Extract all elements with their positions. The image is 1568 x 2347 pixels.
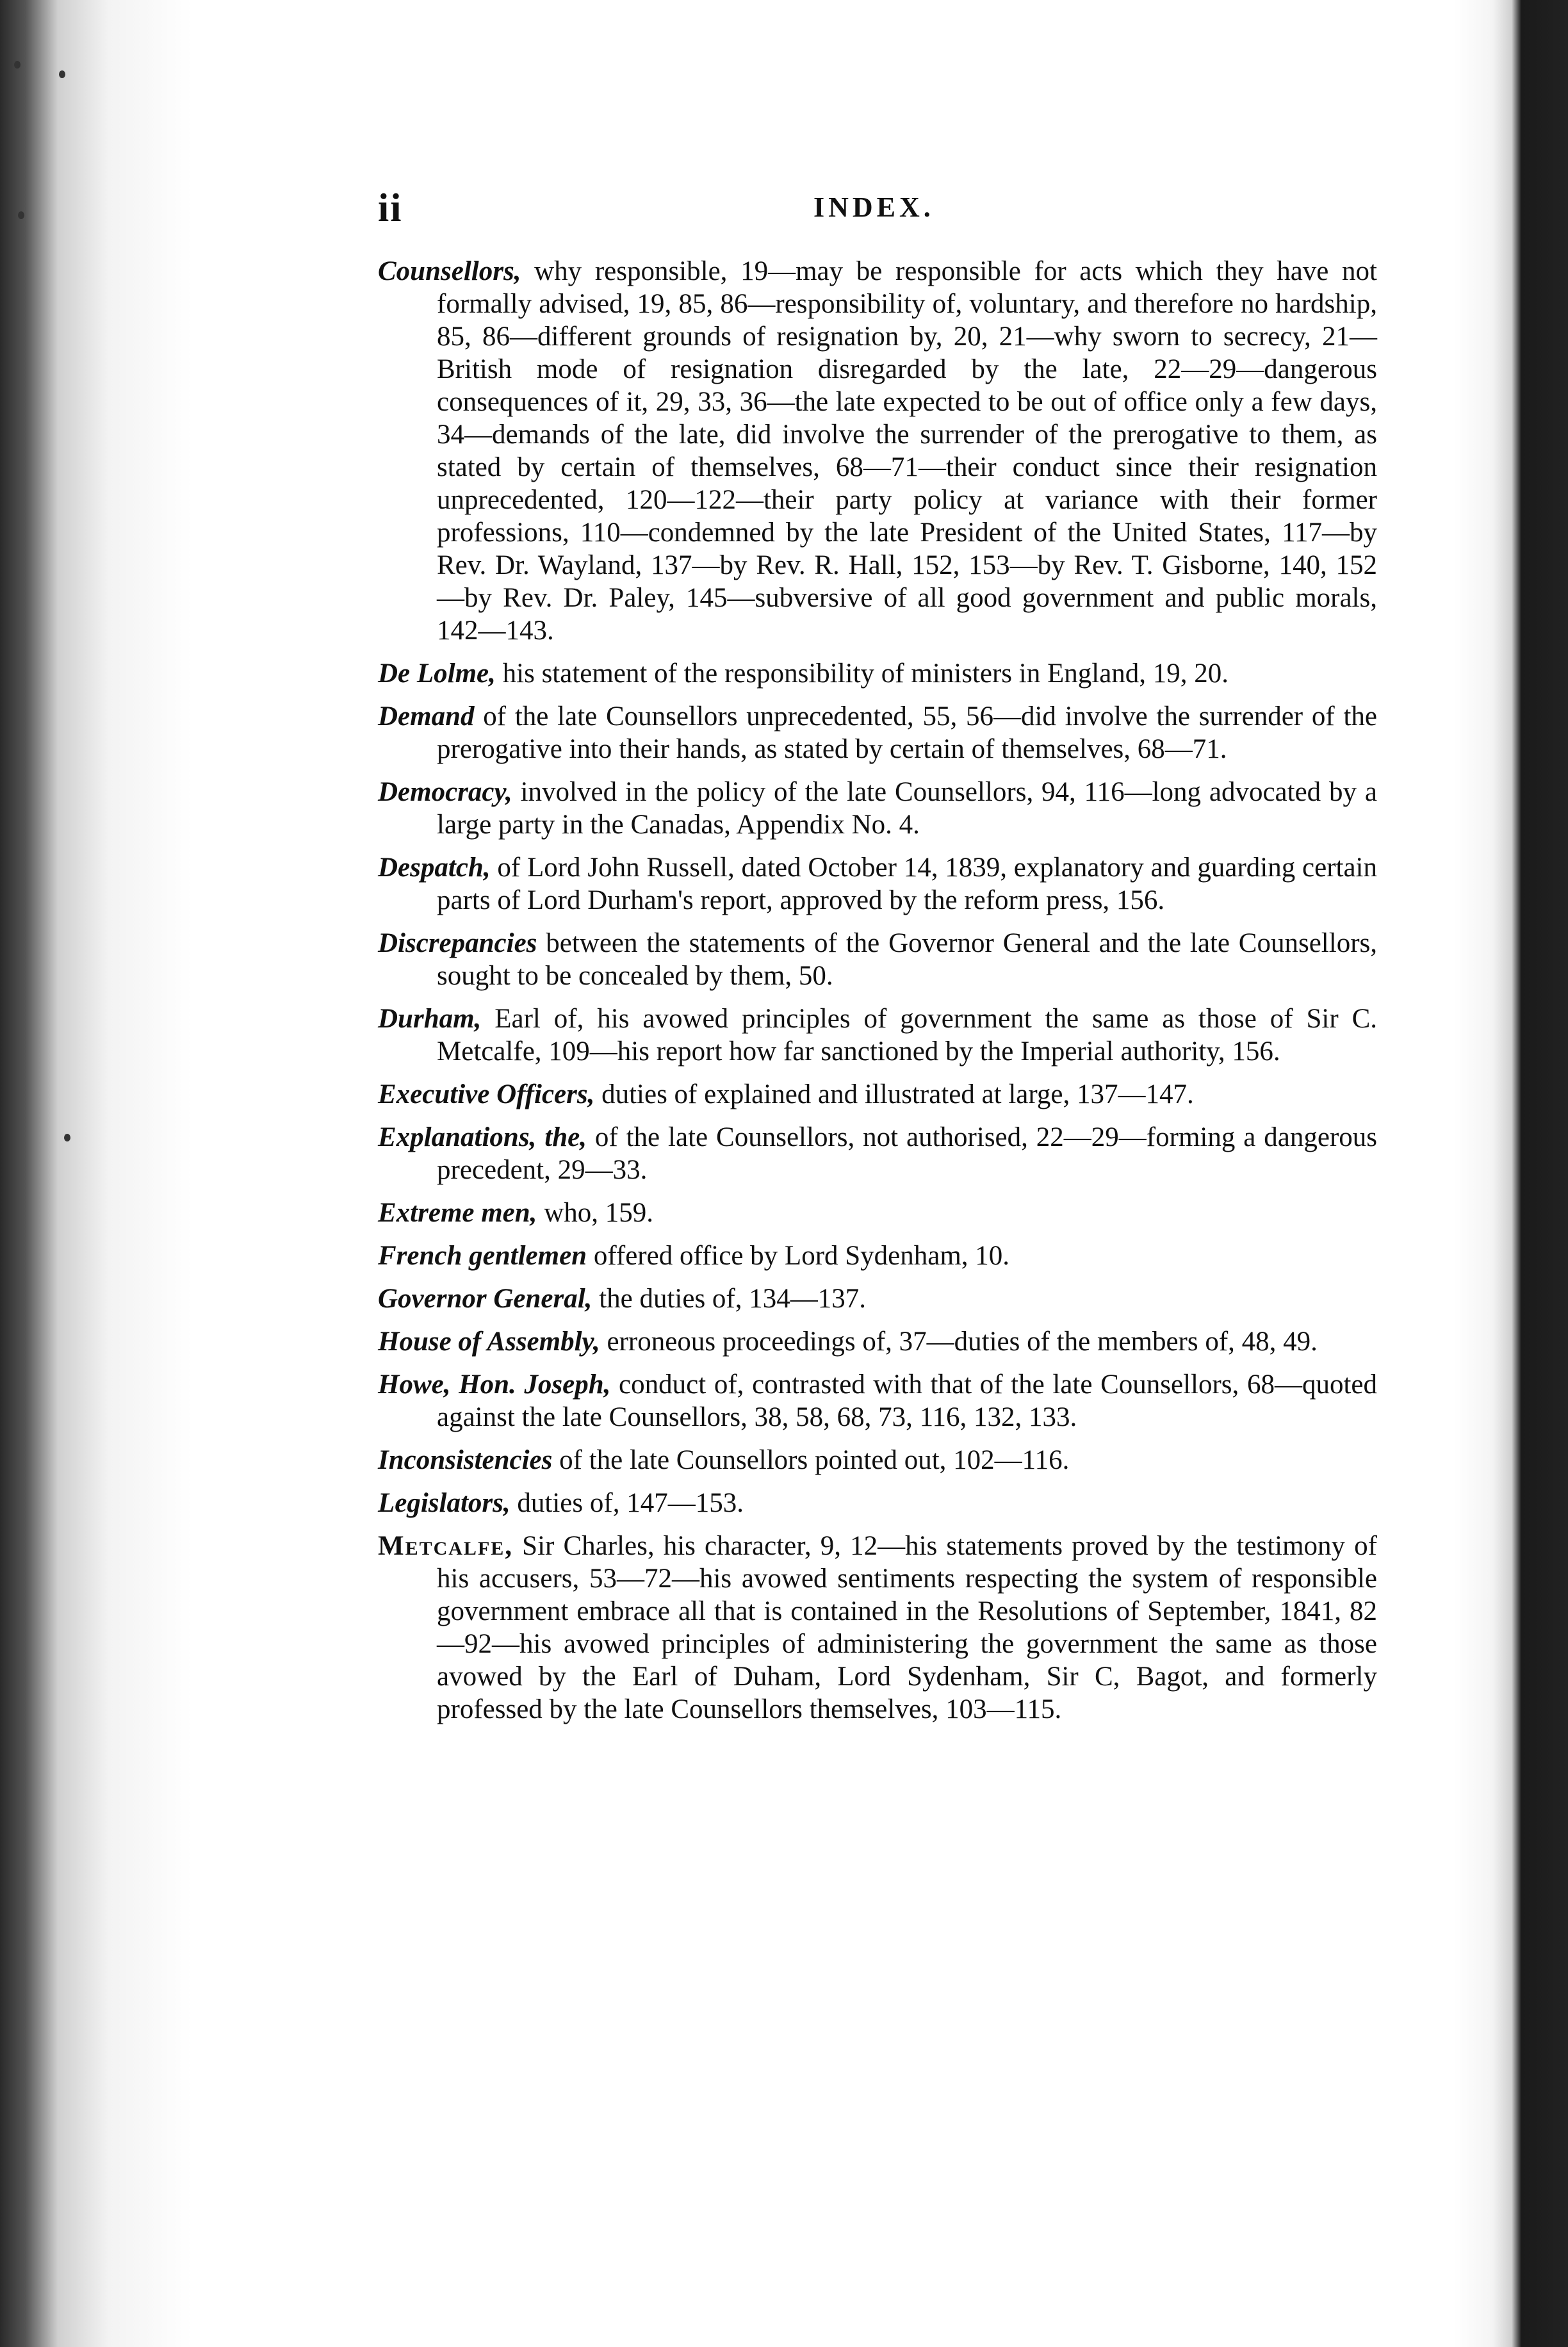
index-entry xyxy=(378,1368,1377,1434)
entry-headword: Discrepancies xyxy=(378,928,537,958)
entry-text: of the late Counsellors, not authorised, 22—29—forming a dangerous precedent, 29—33. xyxy=(437,1122,1377,1185)
entry-headword: Explanations, the, xyxy=(378,1122,587,1152)
running-title: INDEX. xyxy=(813,192,935,223)
index-entry xyxy=(378,1530,1377,1726)
entry-text: duties of, 147—153. xyxy=(510,1488,744,1518)
index-entry xyxy=(378,1487,1377,1519)
entry-headword: Demand xyxy=(378,701,475,732)
entry-headword: Howe, Hon. Joseph, xyxy=(378,1370,611,1400)
ink-speck xyxy=(18,211,24,219)
entry-headword: Democracy, xyxy=(378,777,512,807)
entry-headword: Despatch, xyxy=(378,853,491,883)
entry-text: erroneous proceedings of, 37—duties of the members of, 48, 49. xyxy=(600,1327,1318,1357)
entry-text: Sir Charles, his character, 9, 12—his statements proved by the testimony of his accusers, 53—72—his avowed sentiments respecting the system of responsible government embrace all that is contained in the Resolutions of September, 1841, 82—92—his avowed principles of administering the government the same as those avowed by the Earl of Duham, Lord Sydenham, Sir C, Bagot, and formerly professed by the late Counsellors themselves, 103—115. xyxy=(437,1531,1377,1724)
ink-speck xyxy=(64,1134,70,1141)
entry-text: who, 159. xyxy=(537,1198,653,1228)
index-entry xyxy=(378,1078,1377,1111)
entry-text: of the late Counsellors unprecedented, 55, 56—did involve the surrender of the prerogative into their hands, as stated by certain of themselves, 68—71. xyxy=(437,701,1377,764)
index-entry xyxy=(378,700,1377,765)
ink-speck xyxy=(59,70,65,78)
index-entry xyxy=(378,1282,1377,1315)
entry-headword: House of Assembly, xyxy=(378,1327,600,1357)
index-entry xyxy=(378,255,1377,647)
index-entry xyxy=(378,927,1377,992)
entry-text: offered office by Lord Sydenham, 10. xyxy=(587,1241,1010,1271)
index-entry xyxy=(378,1121,1377,1186)
running-head xyxy=(378,186,1377,237)
entry-headword: Durham, xyxy=(378,1004,482,1034)
index-entry xyxy=(378,1444,1377,1476)
page-number: ii xyxy=(378,186,403,230)
entry-text: duties of explained and illustrated at large, 137—147. xyxy=(594,1079,1194,1109)
entry-headword: Metcalfe, xyxy=(378,1531,514,1561)
entry-headword: Executive Officers, xyxy=(378,1079,595,1109)
entry-headword: Governor General, xyxy=(378,1284,592,1314)
entry-headword: Legislators, xyxy=(378,1488,510,1518)
entry-text: of the late Counsellors pointed out, 102—116. xyxy=(552,1445,1070,1475)
ink-speck xyxy=(14,61,20,69)
entry-headword: Inconsistencies xyxy=(378,1445,553,1475)
entry-headword: De Lolme, xyxy=(378,658,496,689)
entry-text: why responsible, 19—may be responsible for acts which they have not formally advised, 19, 85, 86—responsibility of, voluntary, and therefore no hardship, 85, 86—different grounds of resignation by, 20, 21—why sworn to secrecy, 21—British mode of resignation disregarded by the late, 22—29—dangerous consequences of it, 29, 33, 36—the late expected to be out of office only a few days, 34—demands of the late, did involve the surrender of the prerogative to them, as stated by certain of themselves, 68—71—their conduct since their resignation unprecedented, 120—122—their party policy at variance with their former professions, 110—condemned by the late President of the United States, 117—by Rev. Dr. Wayland, 137—by Rev. R. Hall, 152, 153—by Rev. T. Gisborne, 140, 152—by Rev. Dr. Paley, 145—subversive of all good government and public morals, 142—143. xyxy=(437,256,1377,646)
index-entry xyxy=(378,1325,1377,1358)
entry-text: conduct of, contrasted with that of the late Counsellors, 68—quoted against the late Counsellors, 38, 58, 68, 73, 116, 132, 133. xyxy=(437,1370,1377,1432)
entry-text: Earl of, his avowed principles of government the same as those of Sir C. Metcalfe, 109—his report how far sanctioned by the Imperial authority, 156. xyxy=(437,1004,1377,1067)
index-entry xyxy=(378,657,1377,690)
entry-headword: Counsellors, xyxy=(378,256,521,286)
index-entry xyxy=(378,1197,1377,1229)
entry-text: involved in the policy of the late Counsellors, 94, 116—long advocated by a large party in the Canadas, Appendix No. 4. xyxy=(437,777,1377,840)
index-entries xyxy=(378,255,1377,1736)
index-entry xyxy=(378,851,1377,917)
entry-text: his statement of the responsibility of ministers in England, 19, 20. xyxy=(495,658,1229,689)
index-entry xyxy=(378,776,1377,841)
entry-headword: French gentlemen xyxy=(378,1241,587,1271)
entry-text: of Lord John Russell, dated October 14, 1839, explanatory and guarding certain parts of Lord Durham's report, approved by the reform press, 156. xyxy=(437,853,1377,915)
index-entry xyxy=(378,1239,1377,1272)
entry-headword: Extreme men, xyxy=(378,1198,537,1228)
entry-text: between the statements of the Governor General and the late Counsellors, sought to be concealed by them, 50. xyxy=(437,928,1377,991)
index-entry xyxy=(378,1002,1377,1068)
entry-text: the duties of, 134—137. xyxy=(592,1284,867,1314)
